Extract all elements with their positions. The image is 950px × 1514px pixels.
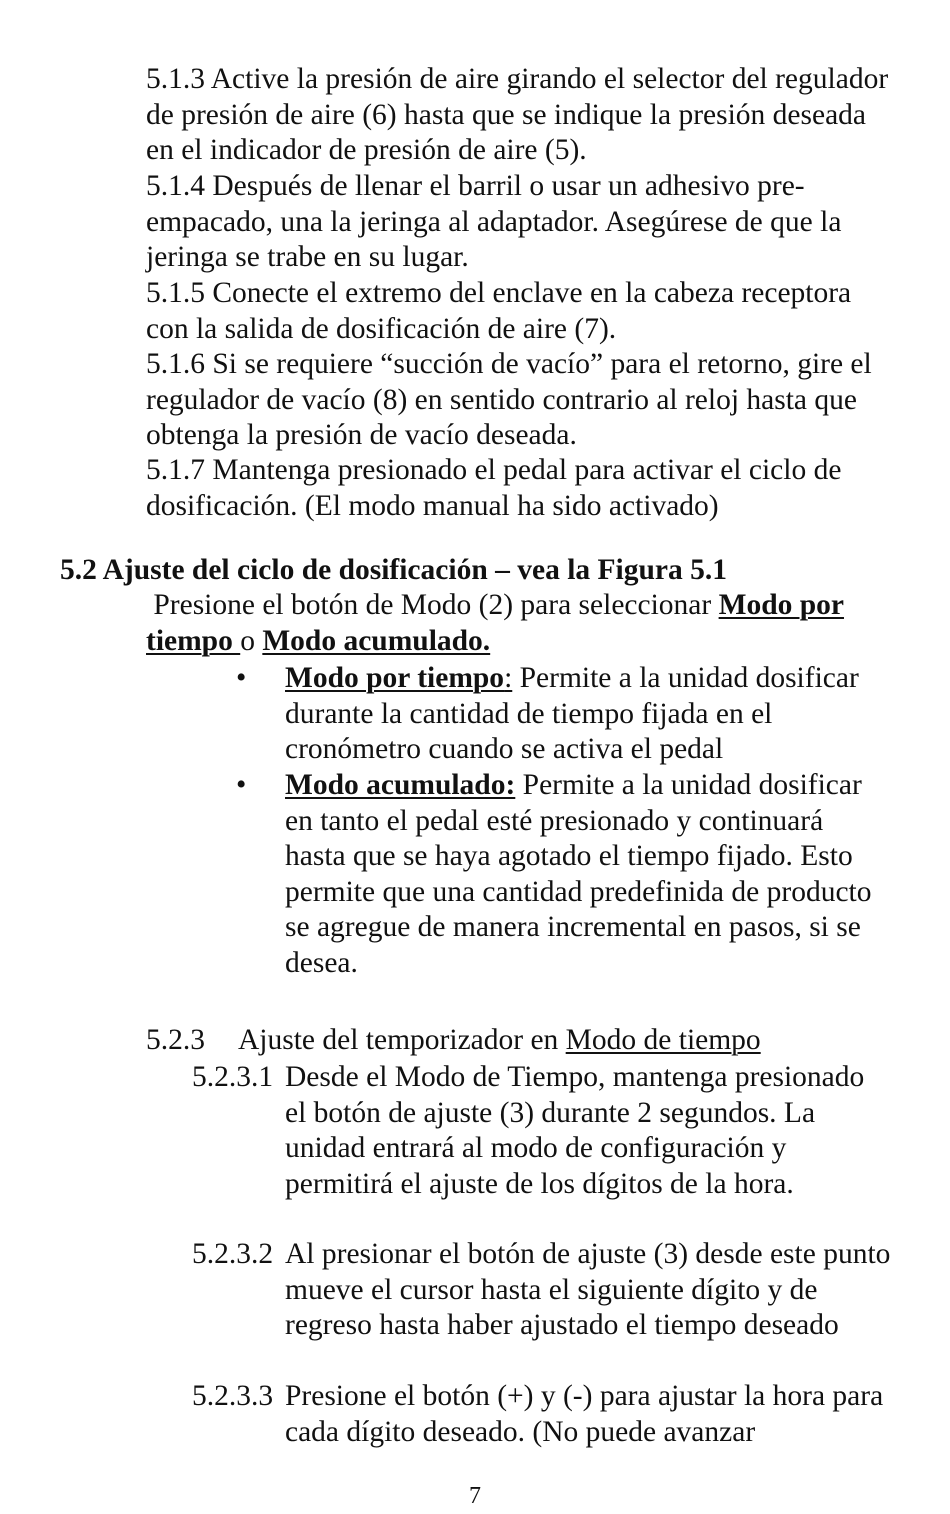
paragraph-5-1-6: 5.1.6 Si se requiere “succión de vacío” para el retorno, gire el regulador de vacío (8) en sentido contrario al reloj hasta que obtenga la presión de vacío deseada.: [146, 348, 872, 452]
paragraph-5-1-7: 5.1.7 Mantenga presionado el pedal para activar el ciclo de dosificación. (El modo manual ha sido activado): [146, 454, 842, 522]
item-number: 5.2.3.2: [192, 1238, 274, 1270]
link-modo-de-tiempo: Modo de tiempo: [565, 1024, 761, 1056]
section-5-2-intro: [146, 588, 906, 659]
link-modo-acumulado: Modo acumulado.: [262, 624, 491, 657]
item-number: 5.2.3.3: [192, 1380, 274, 1412]
paragraph-5-1-4: 5.1.4 Después de llenar el barril o usar un adhesivo pre-empacado, una la jeringa al adaptador. Asegúrese de que la jeringa se trabe en su lugar.: [146, 170, 842, 274]
intro-conjunction: o: [240, 624, 263, 657]
page-number: 7: [469, 1483, 481, 1509]
bullet-text: Permite a la unidad dosificar en tanto el pedal esté presionado y continuará hasta que se haya agotado el tiempo fijado. Esto permite que una cantidad predefinida de producto se agregue de manera incremental en pasos, si se desea.: [285, 769, 872, 979]
bullet-term: Modo por tiempo: [285, 662, 505, 694]
item-text: Presione el botón (+) y (-) para ajustar la hora para cada dígito deseado. (No puede avanzar: [285, 1380, 884, 1448]
paragraph-5-1-3: 5.1.3 Active la presión de aire girando el selector del regulador de presión de aire (6) hasta que se indique la presión deseada en el indicador de presión de aire (5).: [146, 63, 889, 167]
section-5-2-heading: 5.2 Ajuste del ciclo de dosificación – vea la Figura 5.1: [60, 554, 727, 586]
bullet-item: [236, 768, 885, 982]
bullet-dot-icon: •: [236, 662, 247, 694]
bullet-term: Modo acumulado:: [285, 769, 516, 801]
numbered-item: [192, 1060, 890, 1202]
bullet-term-separator: :: [504, 662, 513, 694]
item-text: Desde el Modo de Tiempo, mantenga presionado el botón de ajuste (3) durante 2 segundos. La unidad entrará al modo de configuración y permitirá el ajuste de los dígitos de la hora.: [285, 1061, 865, 1200]
bullet-item: [236, 661, 900, 768]
section-5-2-3-title: [146, 1023, 906, 1059]
numbered-item: [192, 1237, 895, 1344]
paragraph-5-1-5: 5.1.5 Conecte el extremo del enclave en la cabeza receptora con la salida de dosificación de aire (7).: [146, 277, 852, 345]
intro-text: Presione el botón de Modo (2) para seleccionar: [146, 589, 719, 621]
item-text: Al presionar el botón de ajuste (3) desde este punto mueve el cursor hasta el siguiente dígito y de regreso hasta haber ajustado el tiempo deseado: [285, 1238, 891, 1342]
link-modo-por-tiempo: Modo por tiempo: [146, 589, 844, 657]
bullet-dot-icon: •: [236, 769, 247, 801]
numbered-item: [192, 1379, 885, 1450]
section-title-text: Ajuste del temporizador en: [238, 1024, 566, 1056]
bullet-text: Permite a la unidad dosificar durante la cantidad de tiempo fijada en el cronómetro cuando se activa el pedal: [285, 662, 859, 766]
item-number: 5.2.3.1: [192, 1061, 274, 1093]
section-number: 5.2.3: [146, 1024, 205, 1056]
